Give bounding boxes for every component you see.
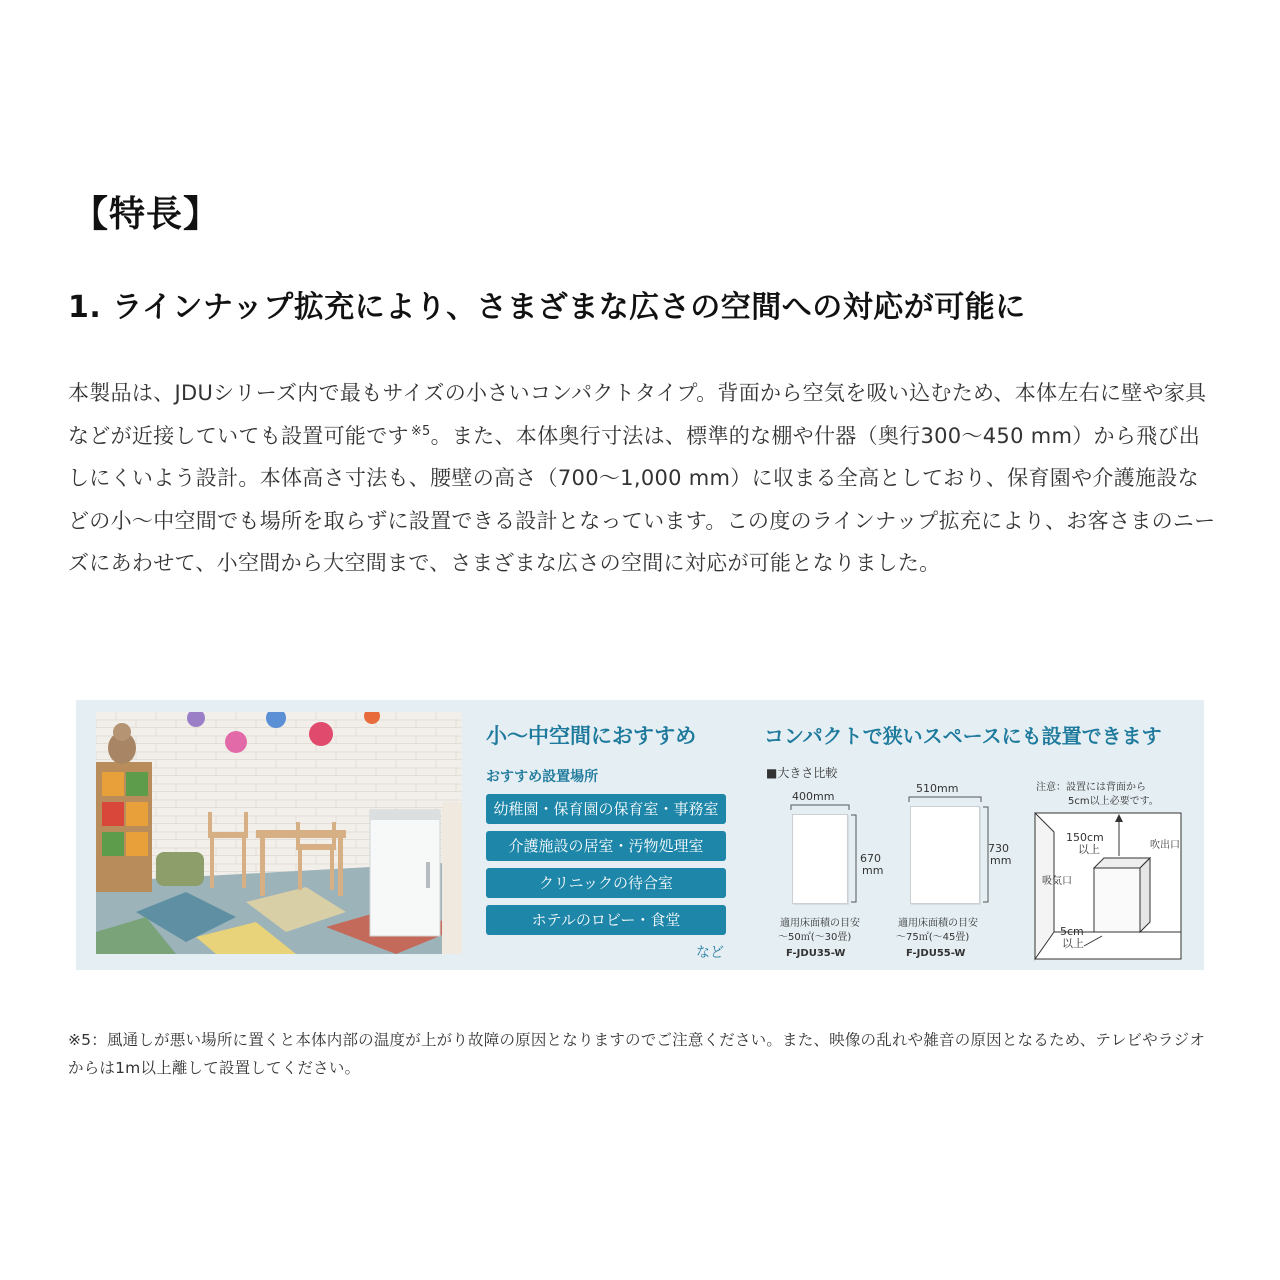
feature-body-part1: 本製品は、JDUシリーズ内で最もサイズの小さいコンパクトタイプ。背面から空気を吸い込むため、本体左右に壁や家具などが近接していても設置可能です — [68, 381, 1207, 448]
small-unit-area-value: 〜50㎡(〜30畳) — [778, 932, 852, 943]
small-unit-model: F-JDU35-W — [786, 948, 846, 959]
recommend-title: 小〜中空間におすすめ — [486, 724, 697, 748]
product-banner — [76, 700, 1204, 970]
recommend-place: 介護施設の居室・汚物処理室 — [486, 831, 726, 861]
large-unit-width: 510mm — [916, 782, 959, 795]
recommend-etc: など — [696, 945, 724, 961]
large-unit-model: F-JDU55-W — [906, 948, 966, 959]
outlet-label: 吹出口 — [1150, 840, 1180, 851]
compact-panel — [756, 700, 1196, 970]
large-unit-area-value: 〜75㎡(〜45畳) — [896, 932, 970, 943]
large-unit-height-value: 730 — [988, 842, 1009, 855]
small-unit-figure — [792, 814, 848, 904]
small-unit-width: 400mm — [792, 790, 835, 803]
inlet-label: 吸気口 — [1042, 876, 1072, 887]
small-unit-height-unit: mm — [862, 864, 884, 877]
room-photo — [96, 712, 462, 954]
recommend-place: ホテルのロビー・食堂 — [486, 905, 726, 935]
compact-title: コンパクトで狭いスペースにも設置できます — [764, 724, 1162, 748]
footnote-reference: ※5 — [410, 423, 431, 439]
feature-body-part2: 。また、本体奥行寸法は、標準的な棚や什器（奥行300〜450 mm）から飛び出しにくいよう設計。本体高さ寸法も、腰壁の高さ（700〜1,000 mm）に収まる全高としており、保育園や介護施設などの小〜中空間でも場所を取らずに設置できる設計となっています。この度のラインナップ拡充により、お客さまのニーズにあわせて、小空間から大空間まで、さまざまな広さの空間に対応が可能となりました。 — [68, 423, 1216, 575]
large-unit-figure — [910, 806, 980, 904]
footnote: ※5：風通しが悪い場所に置くと本体内部の温度が上がり故障の原因となりますのでご注意ください。また、映像の乱れや雑音の原因となるため、テレビやラジオからは1m以上離して設置してください。 — [68, 1031, 1206, 1077]
clearance-back-value: 5cm — [1060, 925, 1084, 938]
room-photo-illustration — [96, 712, 462, 954]
recommend-panel — [486, 700, 736, 970]
recommend-place: 幼稚園・保育園の保育室・事務室 — [486, 794, 726, 824]
recommend-subtitle: おすすめ設置場所 — [486, 769, 599, 785]
feature-body — [68, 372, 1218, 585]
large-unit-width-dimension — [908, 796, 982, 804]
small-unit-width-dimension — [790, 804, 850, 812]
large-unit-area-label: 適用床面積の目安 — [898, 918, 978, 929]
small-unit-height-value: 670 — [860, 852, 881, 865]
installation-note-line2: 5cm以上必要です。 — [1068, 796, 1159, 807]
clearance-top-value: 150cm — [1066, 831, 1104, 844]
large-unit-height-dimension — [982, 806, 990, 904]
clearance-top-suffix: 以上 — [1078, 843, 1100, 856]
feature-heading: 1. ラインナップ拡充により、さまざまな広さの空間への対応が可能に — [68, 290, 1026, 325]
recommend-place: クリニックの待合室 — [486, 868, 726, 898]
size-comparison-label: ■大きさ比較 — [766, 766, 838, 780]
clearance-back-suffix: 以上 — [1062, 937, 1084, 950]
small-unit-area-label: 適用床面積の目安 — [780, 918, 860, 929]
small-unit-height-dimension — [850, 814, 858, 904]
large-unit-height-unit: mm — [990, 854, 1012, 867]
section-title: 【特長】 — [72, 194, 221, 235]
installation-note-line1: 注意：設置には背面から — [1036, 782, 1146, 793]
